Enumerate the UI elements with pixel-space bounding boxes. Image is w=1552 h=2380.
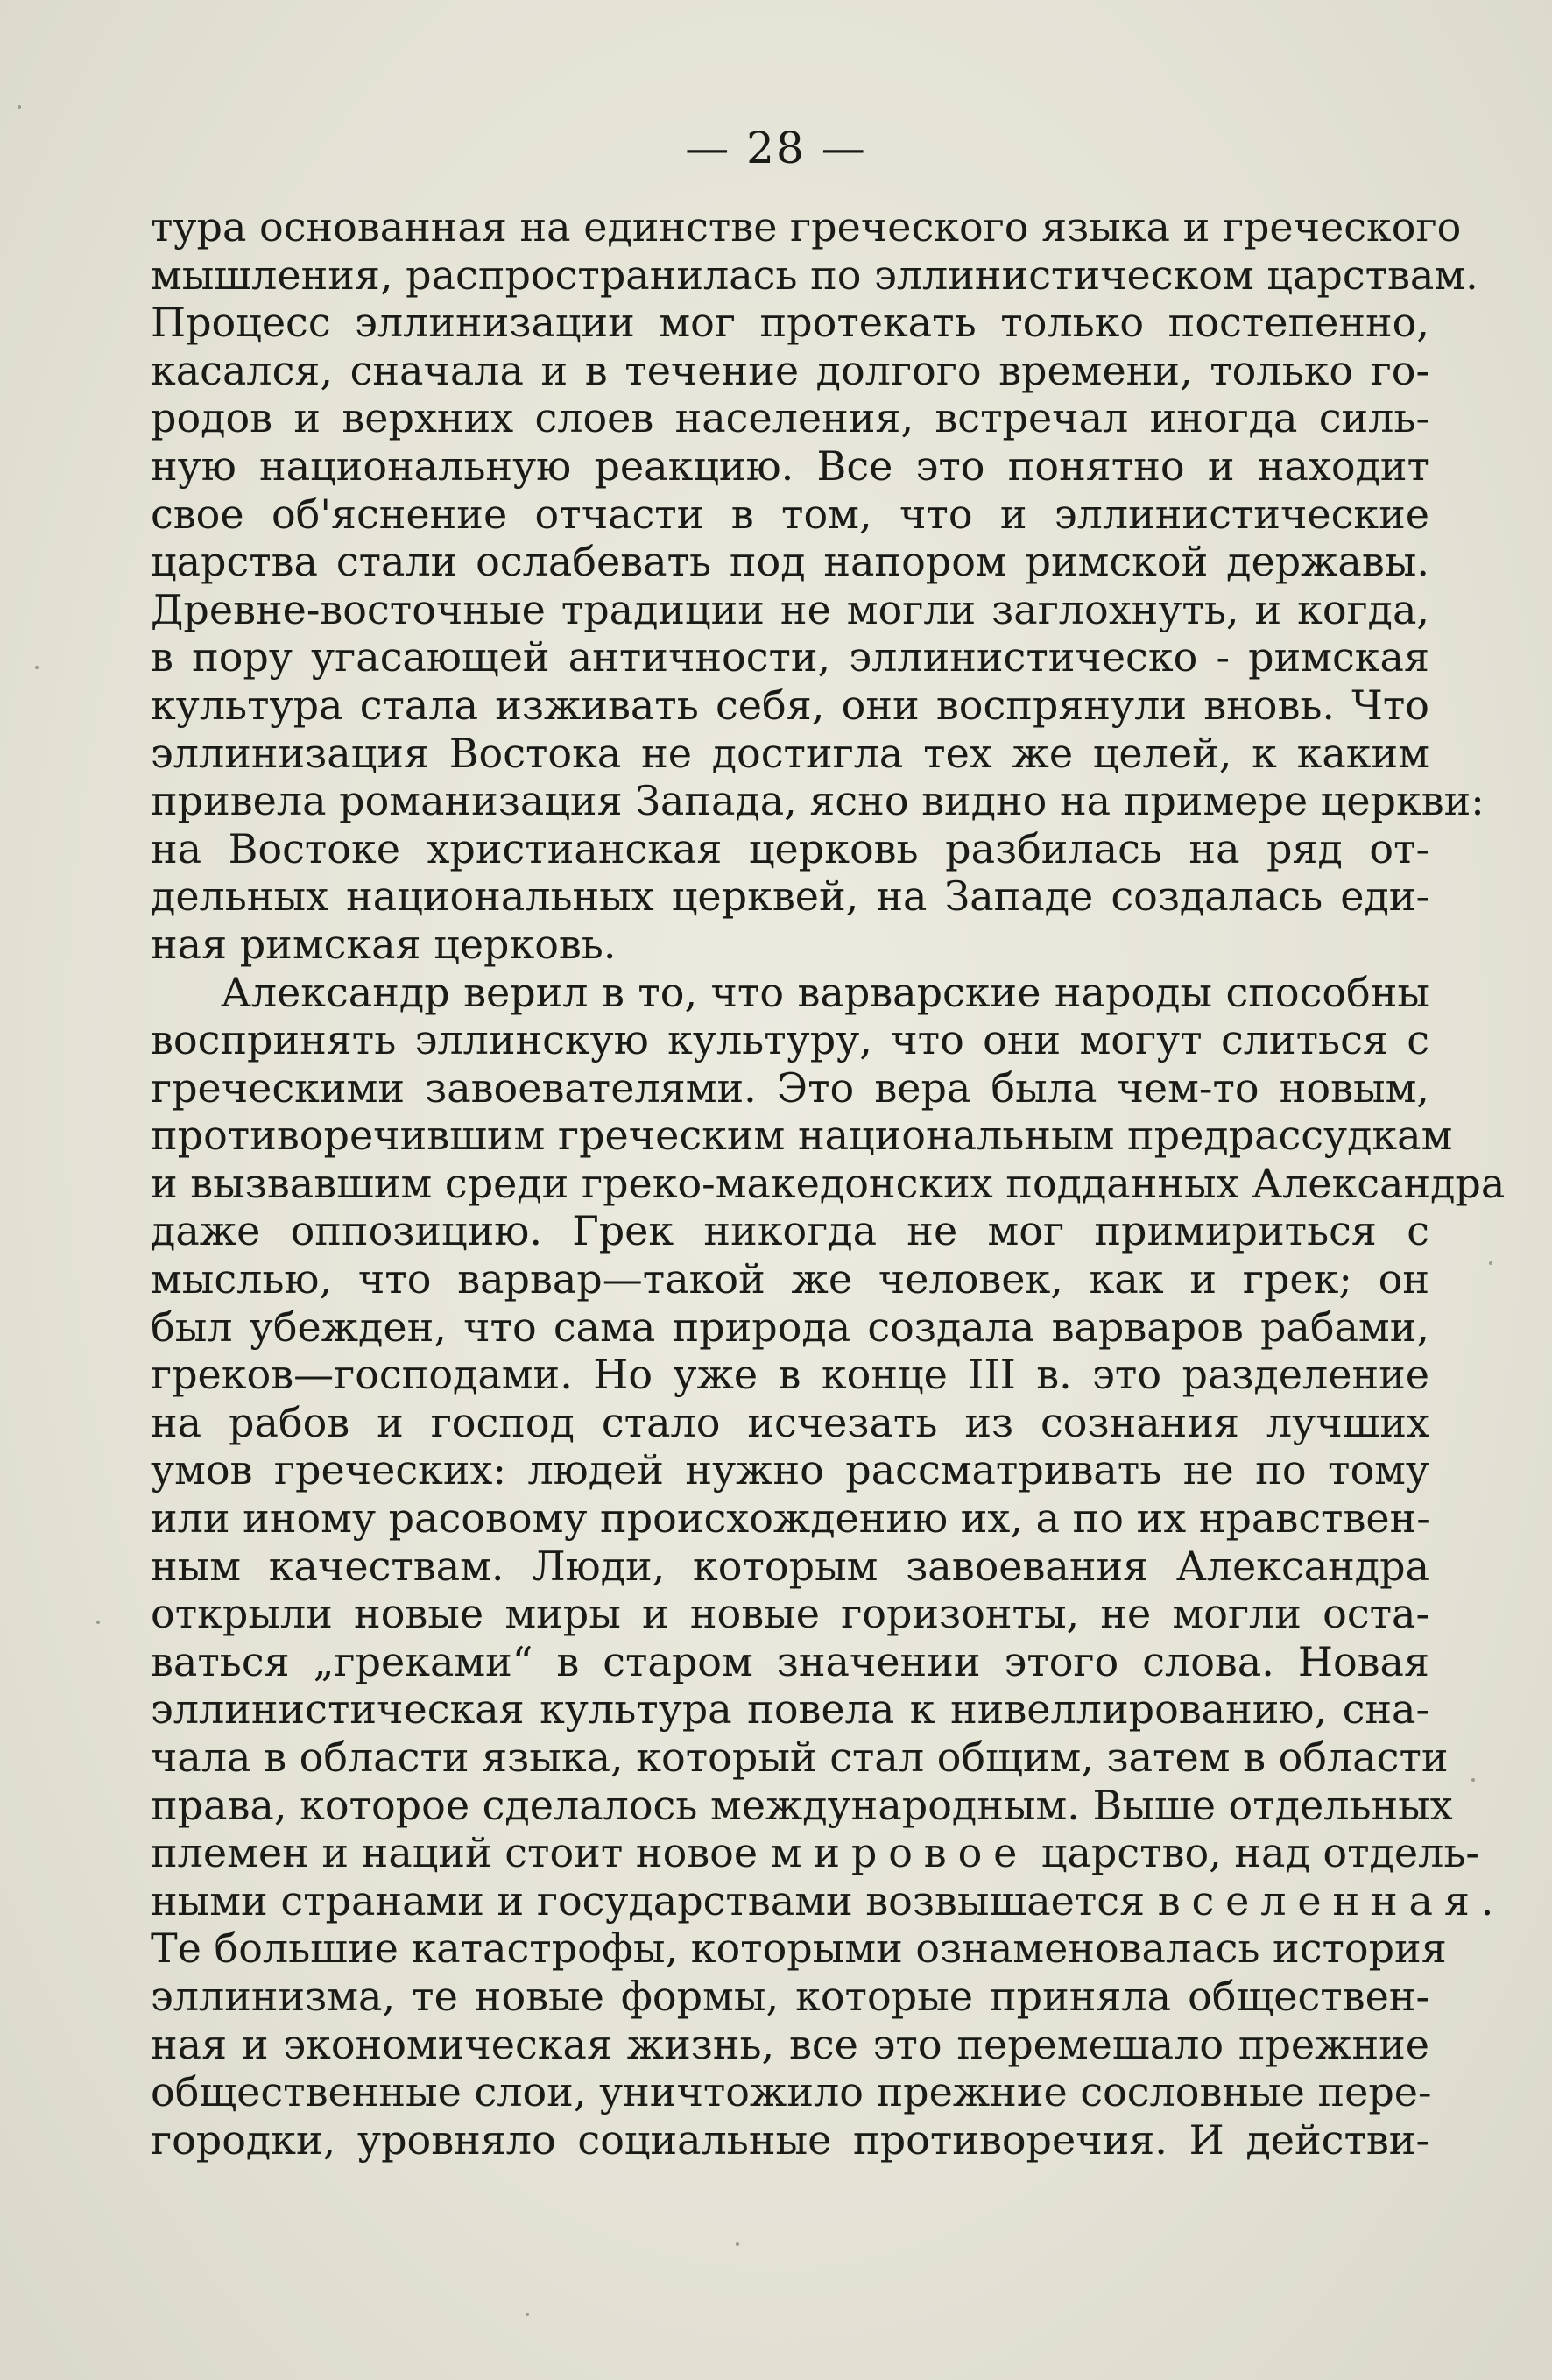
line-segment: племен и наций стоит новое [151,1829,771,1877]
paragraph-end-line: ная римская церковь. [151,920,617,968]
text-line: и вызвавшим среди греко-македонских подданных Александра [151,1159,1506,1207]
text-line: права, которое сделалось международным. Выше отдельных [151,1781,1453,1829]
paragraph-start-line: Александр верил в то, что варварские народы способны [221,968,1429,1016]
line-segment: царство, над отдель- [1028,1829,1479,1877]
text-line: в пору угасающей античности, эллинистическо - римская [151,633,1429,682]
paper-speck [35,666,39,669]
text-line: родов и верхних слоев населения, встречал иногда силь- [151,394,1429,442]
text-line: мыслью, что варвар—такой же человек, как и грек; он [151,1255,1429,1303]
text-line: привела романизация Запада, ясно видно на примере церкви: [151,777,1485,825]
text-line: был убежден, что сама природа создала варваров рабами, [151,1303,1429,1351]
text-line: открыли новые миры и новые горизонты, не могли оста- [151,1590,1429,1638]
text-line: ваться „греками“ в старом значении этого слова. Новая [151,1637,1429,1685]
text-line: эллинистическая культура повела к нивеллированию, сна- [151,1685,1429,1734]
paper-speck [736,2242,739,2246]
text-line: умов греческих: людей нужно рассматривать не по тому [151,1446,1429,1494]
text-line: противоречившим греческим национальным предрассудкам [151,1112,1453,1160]
text-line: греческими завоевателями. Это вера была чем-то новым, [151,1063,1429,1112]
paper-speck [1471,1778,1475,1782]
line-segment: ными странами и государствами возвышается [151,1876,1158,1924]
page-number: — 28 — [685,123,867,173]
text-line: или иному расовому происхождению их, а по их нравствен- [151,1494,1430,1543]
text-line: на Востоке христианская церковь разбилась на ряд от- [151,824,1429,872]
line-segment: . [1480,1876,1494,1924]
paper-speck [96,1621,100,1624]
text-line: эллинизация Востока не достигла тех же целей, к каким [151,729,1429,777]
paper-speck [526,2313,529,2316]
text-line: касался, сначала и в течение долгого времени, только го- [151,346,1429,394]
text-line: общественные слои, уничтожило прежние сословные пере- [151,2068,1432,2116]
text-line [151,1829,1479,1877]
text-line: Процесс эллинизации мог протекать только постепенно, [151,299,1429,347]
text-line [151,1876,1494,1925]
text-line: воспринять эллинскую культуру, что они могут слиться с [151,1016,1429,1064]
body-text [151,203,1506,2164]
text-line: культура стала изживать себя, они воспрянули вновь. Что [151,681,1429,729]
text-line: чала в области языка, который стал общим, затем в области [151,1734,1449,1781]
text-line: дельных национальных церквей, на Западе создалась еди- [151,872,1429,921]
text-line: на рабов и господ стало исчезать из сознания лучших [151,1398,1429,1446]
text-line: эллинизма, те новые формы, которые приняла обществен- [151,1972,1429,2020]
text-line: ную национальную реакцию. Все это понятно и находит [151,441,1429,490]
text-line: тура основанная на единстве греческого языка и греческого [151,203,1462,251]
text-line: греков—господами. Но уже в конце III в. это разделение [151,1351,1429,1399]
text-line: ная и экономическая жизнь, все это перемешало прежние [151,2020,1429,2068]
text-line: свое об'яснение отчасти в том, что и эллинистические [151,490,1429,538]
text-line: даже оппозицию. Грек никогда не мог примириться с [151,1207,1429,1255]
paper-speck [1489,1261,1492,1265]
text-line: Древне-восточные традиции не могли заглохнуть, и когда, [151,585,1429,633]
text-line: городки, уровняло социальные противоречия. И действи- [151,2115,1429,2164]
spaced-emphasis: вселенная [1157,1876,1481,1924]
spaced-emphasis: мировое [770,1829,1029,1877]
text-line: царства стали ослабевать под напором римской державы. [151,538,1429,586]
paper-speck [18,105,21,109]
text-line: ным качествам. Люди, которым завоевания Александра [151,1542,1429,1590]
text-line: мышления, распространилась по эллинистическом царствам. [151,251,1478,299]
text-line: Те большие катастрофы, которыми ознаменовалась история [151,1924,1447,1973]
